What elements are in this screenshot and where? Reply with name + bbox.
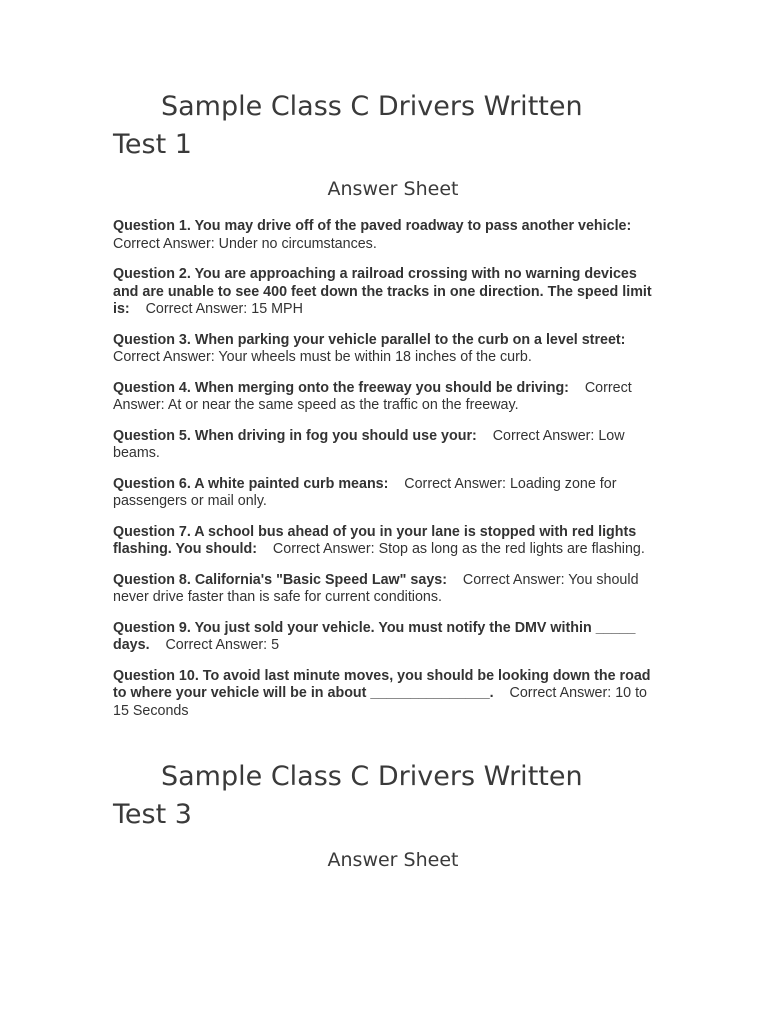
question-item-7	[113, 524, 661, 559]
question-text: Question 2. You are approaching a railroad crossing with no warning devices and are unable to see 400 feet down the tracks in one direction. The speed limit is:	[113, 266, 652, 317]
answer-text: Correct Answer: Your wheels must be within 18 inches of the curb.	[113, 349, 532, 365]
answer-text: Correct Answer: 5	[165, 637, 280, 653]
question-text: Question 9. You just sold your vehicle. You must notify the DMV within _____ days.	[113, 619, 636, 653]
question-item-9	[113, 620, 661, 655]
test3-title	[113, 758, 583, 834]
question-text: Question 7. A school bus ahead of you in your lane is stopped with red lights flashing. You should:	[113, 523, 637, 557]
question-item-1	[113, 218, 661, 253]
test1-title	[113, 88, 583, 164]
test1-title-line1: Sample Class C Drivers Written	[161, 91, 583, 122]
answer-text: Correct Answer: 15 MPH	[145, 301, 303, 317]
question-text: Question 5. When driving in fog you should use your:	[113, 427, 477, 444]
question-text: Question 1. You may drive off of the paved roadway to pass another vehicle:	[113, 218, 632, 234]
test3-subtitle: Answer Sheet	[327, 849, 459, 871]
test3-title-line1: Sample Class C Drivers Written	[161, 761, 583, 792]
question-item-2	[113, 266, 661, 319]
question-list	[113, 218, 661, 733]
question-item-10	[113, 668, 661, 721]
answer-text: Correct Answer: 10 to 15 Seconds	[113, 685, 647, 719]
question-text: Question 3. When parking your vehicle parallel to the curb on a level street:	[113, 331, 626, 348]
question-text: Question 6. A white painted curb means:	[113, 475, 389, 492]
answer-text: Correct Answer: Low beams.	[113, 427, 625, 461]
answer-text: Correct Answer: Stop as long as the red lights are flashing.	[272, 541, 645, 557]
question-text: Question 8. California's "Basic Speed Law" says:	[113, 571, 447, 588]
question-text: Question 10. To avoid last minute moves, you should be looking down the road to where your vehicle will be in about _______________.	[113, 667, 651, 701]
question-item-5	[113, 428, 661, 463]
answer-text: Correct Answer: At or near the same speed as the traffic on the freeway.	[113, 379, 632, 413]
answer-text: Correct Answer: Under no circumstances.	[113, 235, 377, 252]
test1-subtitle: Answer Sheet	[327, 178, 459, 200]
question-item-6	[113, 476, 661, 511]
question-text: Question 4. When merging onto the freeway you should be driving:	[113, 379, 569, 396]
question-item-4	[113, 380, 661, 415]
question-item-3	[113, 332, 661, 367]
answer-text: Correct Answer: Loading zone for passengers or mail only.	[113, 475, 617, 509]
test3-title-line2: Test 3	[113, 799, 192, 830]
question-item-8	[113, 572, 661, 607]
answer-text: Correct Answer: You should never drive faster than is safe for current conditions.	[113, 571, 639, 605]
test1-title-line2: Test 1	[113, 129, 192, 160]
